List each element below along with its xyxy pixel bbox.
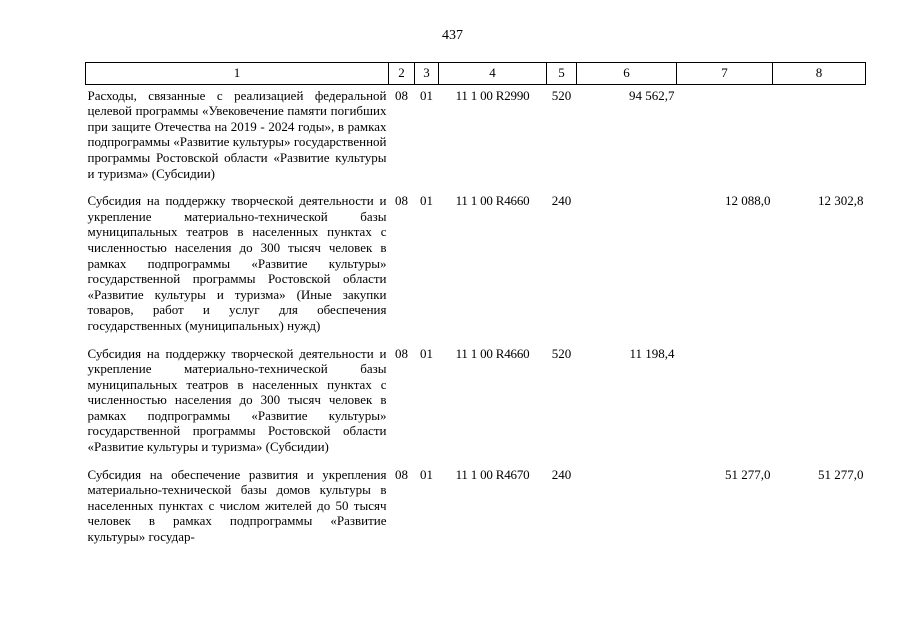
header-col-3: 3 — [415, 63, 439, 85]
row-description: Субсидия на поддержку творческой деятельности и укрепление материально-технической базы муниципальных театров в населенных пунктах с численностью населения до 300 тысяч человек в рамках подпрограммы «Развитие культуры» государственной программы Ростовской области «Развитие культуры и туризма» (Субсидии) — [87, 345, 387, 455]
header-col-8: 8 — [773, 63, 866, 85]
row-section: 08 — [395, 466, 408, 482]
row-description: Субсидия на поддержку творческой деятельности и укрепление материально-технической базы муниципальных театров в населенных пунктах с численностью населения до 300 тысяч человек в рамках подпрограммы «Развитие культуры» государственной программы Ростовской области «Развитие культуры и туризма» (Иные закупки товаров, работ и услуг для обеспечения государственных (муниципальных) нужд) — [87, 193, 387, 333]
table-row — [86, 467, 866, 545]
row-sum-col8 — [773, 84, 866, 193]
row-sum-col8: 51 277,0 — [818, 466, 864, 482]
row-sum-col7: 12 088,0 — [725, 193, 771, 209]
header-col-1: 1 — [86, 63, 389, 85]
header-col-2: 2 — [389, 63, 415, 85]
row-section: 08 — [395, 193, 408, 209]
row-section: 08 — [395, 345, 408, 361]
header-col-4: 4 — [439, 63, 547, 85]
budget-table — [85, 62, 866, 545]
row-subsection: 01 — [420, 345, 433, 361]
row-expense-type: 520 — [551, 87, 572, 103]
table-row — [86, 84, 866, 193]
table-body — [86, 84, 866, 545]
row-expense-type: 240 — [551, 193, 572, 209]
row-target-article: 11 1 00 R4660 — [455, 193, 530, 209]
table-header — [86, 63, 866, 85]
row-description: Субсидия на обеспечение развития и укрепления материально-технической базы домов культуры в населенных пунктах с числом жителей до 50 тысяч человек в рамках подпрограммы «Развитие культуры» государ- — [87, 466, 387, 545]
row-section: 08 — [395, 87, 408, 103]
row-sum-col6 — [577, 467, 677, 545]
row-sum-col6: 94 562,7 — [629, 87, 675, 103]
page-number: 437 — [442, 28, 463, 43]
table-row — [86, 346, 866, 467]
row-expense-type: 240 — [551, 466, 572, 482]
row-subsection: 01 — [420, 193, 433, 209]
row-sum-col8: 12 302,8 — [818, 193, 864, 209]
table-row — [86, 193, 866, 345]
row-target-article: 11 1 00 R4670 — [455, 466, 530, 482]
row-sum-col7: 51 277,0 — [725, 466, 771, 482]
header-row — [86, 63, 866, 85]
row-sum-col7 — [677, 84, 773, 193]
row-expense-type: 520 — [551, 345, 572, 361]
header-col-7: 7 — [677, 63, 773, 85]
row-sum-col6: 11 198,4 — [629, 345, 675, 361]
row-subsection: 01 — [420, 87, 433, 103]
header-col-5: 5 — [547, 63, 577, 85]
row-target-article: 11 1 00 R4660 — [455, 345, 530, 361]
row-sum-col7 — [677, 346, 773, 467]
row-subsection: 01 — [420, 466, 433, 482]
row-sum-col8 — [773, 346, 866, 467]
row-sum-col6 — [577, 193, 677, 345]
row-description: Расходы, связанные с реализацией федеральной целевой программы «Увековечение памяти погибших при защите Отечества на 2019 - 2024 годы», в рамках подпрограммы «Развитие культуры» государственной программы Ростовской области «Развитие культуры и туризма» (Субсидии) — [87, 87, 387, 181]
header-col-6: 6 — [577, 63, 677, 85]
row-target-article: 11 1 00 R2990 — [455, 87, 530, 103]
